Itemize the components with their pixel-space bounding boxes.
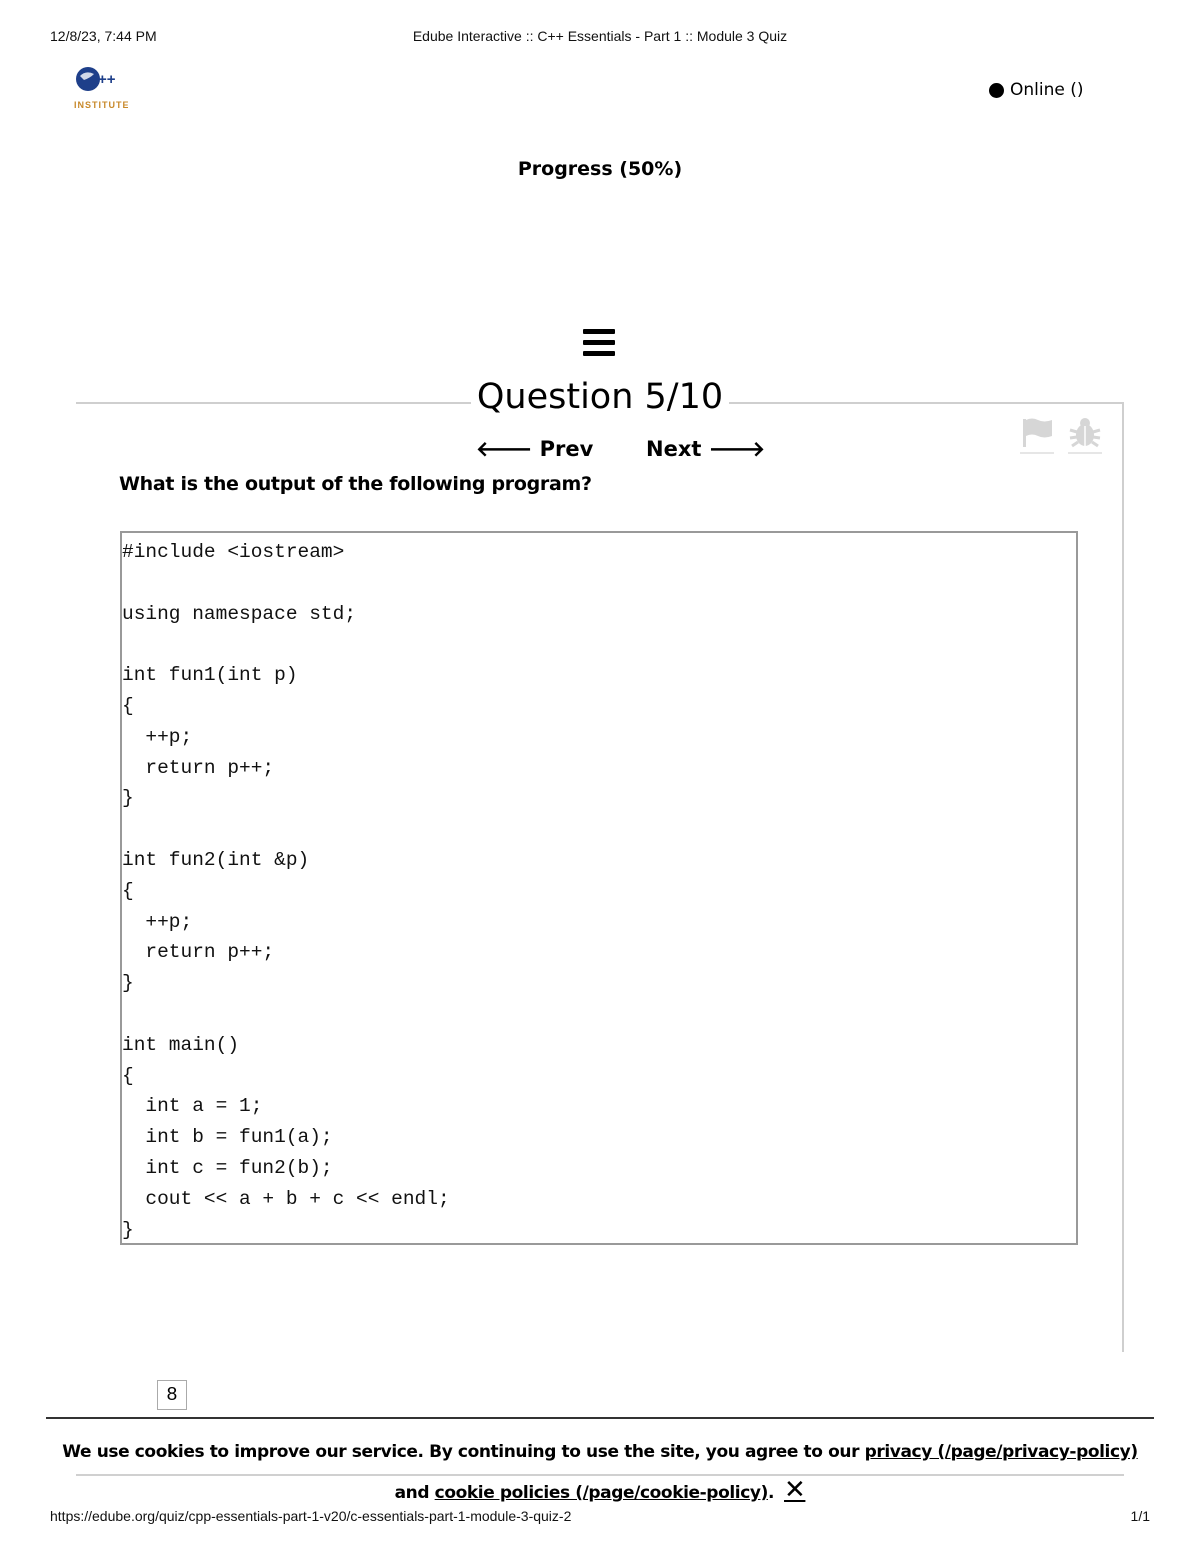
print-datetime: 12/8/23, 7:44 PM	[50, 28, 157, 44]
logo-subtitle: INSTITUTE	[74, 100, 128, 110]
prev-label: Prev	[539, 437, 594, 461]
online-label: Online ()	[1010, 80, 1084, 100]
code-block	[120, 531, 1078, 1245]
code-text: #include <iostream> using namespace std; int fun1(int p) { ++p; return p++; } int fun2(int &p) { ++p; return p++; } int main() { int a = 1; int b = fun1(a); int c = fun2(b); cout << a + b + c << endl; }	[122, 541, 450, 1241]
report-bug-button[interactable]	[1068, 416, 1102, 454]
question-tools	[1020, 416, 1102, 454]
cookie-banner	[46, 1417, 1154, 1505]
print-page-title: Edube Interactive :: C++ Essentials - Part 1 :: Module 3 Quiz	[412, 28, 788, 44]
cookie-message	[46, 1433, 1154, 1512]
next-button[interactable]	[646, 437, 765, 462]
cookie-policy-link[interactable]: cookie policies (/page/cookie-policy)	[434, 1483, 768, 1503]
print-footer	[0, 1508, 1200, 1528]
question-text: What is the output of the following program?	[119, 473, 592, 495]
flag-button[interactable]	[1020, 416, 1054, 454]
cookie-text-after: .	[767, 1483, 775, 1503]
question-title	[0, 376, 1200, 418]
next-label: Next	[646, 437, 702, 461]
hamburger-menu-icon[interactable]	[583, 329, 615, 357]
online-dot-icon	[989, 83, 1004, 98]
print-url: https://edube.org/quiz/cpp-essentials-part-1-v20/c-essentials-part-1-module-3-quiz-2	[50, 1508, 572, 1524]
prev-button[interactable]	[476, 437, 593, 462]
question-title-text: Question 5/10	[471, 377, 729, 417]
cookie-text-middle: and	[394, 1483, 435, 1503]
arrow-left-icon: 🡐	[476, 437, 533, 461]
close-icon[interactable]: ✕	[784, 1475, 806, 1505]
print-page-number: 1/1	[1130, 1508, 1150, 1524]
progress-label: Progress (50%)	[517, 158, 683, 180]
cookie-text-before: We use cookies to improve our service. By continuing to use the site, you agree to our	[62, 1442, 865, 1462]
logo-globe-icon	[74, 64, 128, 110]
flag-icon	[1020, 416, 1054, 448]
bug-icon	[1068, 416, 1102, 448]
logo-plus-text: ++	[98, 71, 116, 88]
answer-input[interactable]: 8	[157, 1380, 187, 1410]
cpp-institute-logo[interactable]	[74, 64, 128, 110]
privacy-policy-link[interactable]: privacy (/page/privacy-policy)	[864, 1442, 1138, 1462]
arrow-right-icon: 🡒	[708, 437, 766, 461]
online-status	[989, 80, 1084, 100]
print-header	[0, 28, 1200, 48]
